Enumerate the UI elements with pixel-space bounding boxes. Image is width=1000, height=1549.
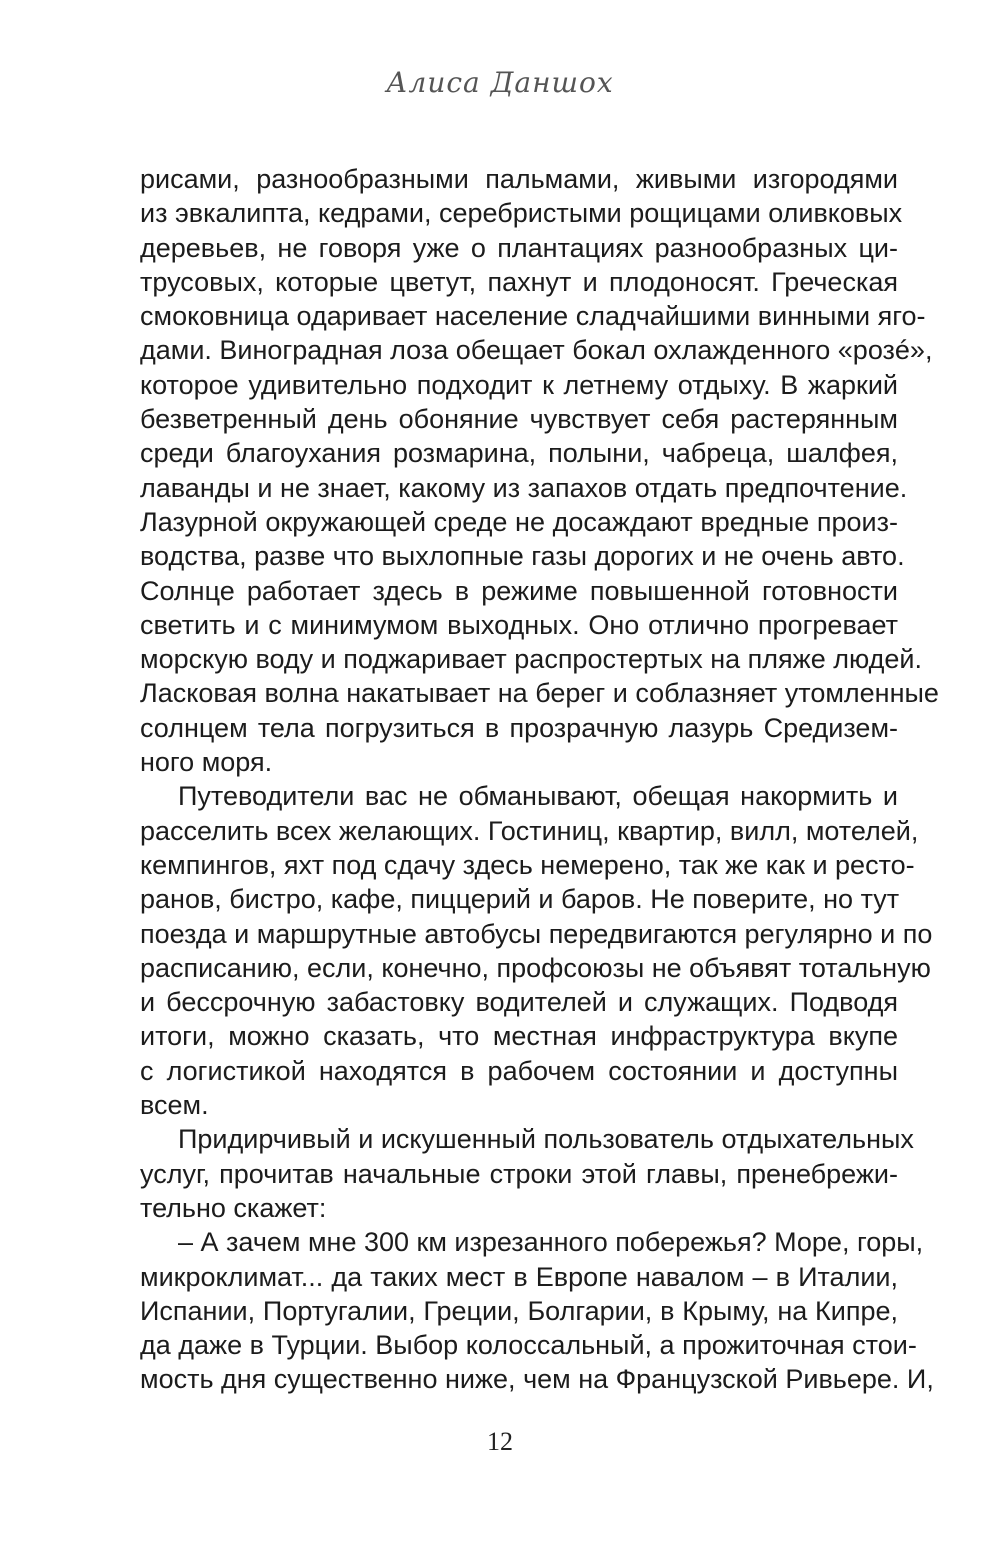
text-line: Лазурной окружающей среде не досаждают вредные произ- (140, 506, 898, 537)
text-line: всем. (140, 1090, 209, 1121)
running-header-author: Алиса Даншох (386, 66, 614, 99)
text-line: лаванды и не знает, какому из запахов отдать предпочтение. (140, 472, 908, 503)
text-line: трусовых, которые цветут, пахнут и плодоносят. Греческая (140, 266, 898, 297)
text-line: – А зачем мне 300 км изрезанного побережья? Море, горы, (178, 1227, 924, 1258)
text-line: кемпингов, яхт под сдачу здесь немерено, так же как и ресто- (140, 849, 915, 880)
text-line: Придирчивый и искушенный пользователь отдыхательных (178, 1124, 914, 1155)
text-line: с логистикой находятся в рабочем состоянии и доступны (140, 1055, 898, 1086)
body-text (140, 162, 939, 1397)
text-line: поезда и маршрутные автобусы передвигаются регулярно и по (140, 918, 933, 949)
text-line: Испании, Португалии, Греции, Болгарии, в Крыму, на Кипре, (140, 1295, 898, 1326)
text-line: Ласковая волна накатывает на берег и соблазняет утомленные (140, 678, 939, 709)
text-line: морскую воду и поджаривает распростертых на пляже людей. (140, 644, 923, 675)
text-line: ранов, бистро, кафе, пиццерий и баров. Не поверите, но тут (140, 884, 900, 915)
text-line: услуг, прочитав начальные строки этой главы, пренебрежи- (140, 1158, 898, 1189)
text-line: мость дня существенно ниже, чем на Французской Ривьере. И, (140, 1364, 934, 1395)
text-line: смоковница одаривает население сладчайшими винными яго- (140, 301, 926, 332)
text-line: дами. Виноградная лоза обещает бокал охлажденного «розé», (140, 335, 933, 366)
text-line: рисами, разнообразными пальмами, живыми изгородями (140, 164, 898, 194)
text-line: которое удивительно подходит к летнему отдыху. В жаркий (140, 369, 898, 400)
text-line: Путеводители вас не обманывают, обещая накормить и (178, 781, 898, 812)
text-line: безветренный день обоняние чувствует себя растерянным (140, 404, 898, 435)
text-line: тельно скажет: (140, 1192, 327, 1223)
text-line: из эвкалипта, кедрами, серебристыми рощицами оливковых (140, 198, 903, 229)
page-number: 12 (487, 1427, 513, 1456)
text-line: итоги, можно сказать, что местная инфраструктура вкупе (140, 1021, 898, 1052)
text-line: ного моря. (140, 747, 273, 778)
text-line: деревьев, не говоря уже о плантациях разнообразных ци- (140, 232, 898, 263)
text-line: да даже в Турции. Выбор колоссальный, а прожиточная стои- (140, 1330, 917, 1361)
text-line: Солнце работает здесь в режиме повышенной готовности (140, 575, 898, 606)
text-line: расселить всех желающих. Гостиниц, квартир, вилл, мотелей, (140, 815, 919, 846)
text-line: светить и с минимумом выходных. Оно отлично прогревает (140, 609, 898, 640)
text-line: расписанию, если, конечно, профсоюзы не объявят тотальную (140, 952, 931, 983)
text-line: среди благоухания розмарина, полыни, чабреца, шалфея, (140, 438, 898, 469)
text-line: водства, разве что выхлопные газы дорогих и не очень авто. (140, 541, 905, 572)
text-line: и бессрочную забастовку водителей и служащих. Подводя (140, 987, 898, 1018)
text-line: микроклимат... да таких мест в Европе навалом – в Италии, (140, 1261, 898, 1292)
text-line: солнцем тела погрузиться в прозрачную лазурь Средизем- (140, 712, 898, 743)
